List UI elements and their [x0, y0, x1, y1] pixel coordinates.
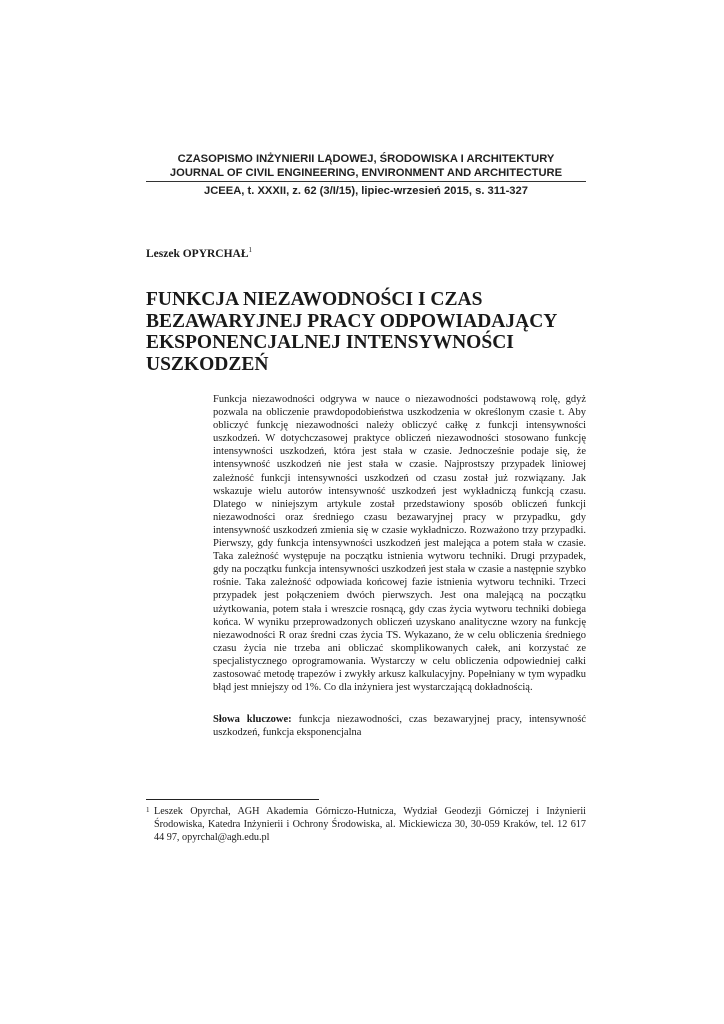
title-line: FUNKCJA NIEZAWODNOŚCI I CZAS: [146, 289, 483, 310]
footnote: [146, 806, 586, 845]
title-line: BEZAWARYJNEJ PRACY ODPOWIADAJĄCY: [146, 310, 558, 332]
keywords: [213, 713, 586, 739]
keywords-label: Słowa kluczowe:: [213, 714, 292, 725]
footnote-mark: 1: [146, 806, 150, 814]
author-name: Leszek OPYRCHAŁ: [146, 248, 249, 260]
journal-header: [146, 152, 586, 198]
paper-title: [146, 289, 586, 375]
footnote-divider: [146, 799, 319, 800]
title-line: USZKODZEŃ: [146, 353, 269, 375]
author-line: [146, 246, 252, 260]
footnote-text: Leszek Opyrchał, AGH Akademia Górniczo-Hutnicza, Wydział Geodezji Górniczej i Inżynierii Środowiska, Katedra Inżynierii i Ochrony Środowiska, al. Mickiewicza 30, 30-059 Kraków, tel. 12 617 44 97, opyrchal@agh.edu.pl: [154, 806, 586, 843]
journal-citation: JCEEA, t. XXXII, z. 62 (3/I/15), lipiec-wrzesień 2015, s. 311-327: [204, 185, 528, 197]
title-line: EKSPONENCJALNEJ INTENSYWNOŚCI: [146, 332, 514, 353]
journal-name-en: JOURNAL OF CIVIL ENGINEERING, ENVIRONMENT AND ARCHITECTURE: [169, 167, 563, 179]
author-footnote-ref: 1: [248, 246, 253, 254]
abstract: Funkcja niezawodności odgrywa w nauce o niezawodności podstawową rolę, gdyż pozwala na obliczenie prawdopodobieństwa uszkodzenia w określonym czasie t. Aby obliczyć funkcję niezawodności należy obliczyć całkę z funkcji intensywności uszkodzeń. W dotychczasowej praktyce obliczeń niezawodności stosowano funkcję intensywności uszkodzeń, która jest stała w czasie. Jednocześnie podaje się, że intensywność uszkodzeń nie jest stała w czasie. Najprostszy przypadek liniowej zależność funkcji intensywności uszkodzeń od czasu został już rozwiązany. Jak wskazuje wielu autorów intensywność uszkodzeń jest wykładniczą funkcją czasu. Dlatego w niniejszym artykule został przedstawiony sposób obliczeń funkcji niezawodności oraz średniego czasu bezawaryjnej pracy w przypadku, gdy intensywność uszkodzeń zmienia się w czasie wykładniczo. Rozważono trzy przypadki. Pierwszy, gdy funkcja intensywności uszkodzeń jest malejąca a potem stała w czasie. Taka zależność występuje na początku istnienia wytworu techniki. Drugi przypadek, gdy na początku funkcja intensywności uszkodzeń jest stała w czasie a następnie szybko rośnie. Taka zależność odpowiada końcowej fazie istnienia wytworu techniki. Trzeci przypadek jest połączeniem dwóch pierwszych. Jest ona malejącą na początku użytkowania, potem stała i wreszcie rosnącą, gdy czas życia wytworu techniki dobiega końca. W wyniku przeprowadzonych obliczeń uzyskano analityczne wzory na funkcję niezawodności R oraz średni czas życia TS. Wykazano, że w celu obliczenia średniego czasu życia nie trzeba ani obliczać skomplikowanych całek, ani korzystać ze specjalistycznego oprogramowania. Wystarczy w celu obliczenia odpowiedniej całki zastosować metodę trapezów i zwykły arkusz kalkulacyjny. Popełniany w tym wypadku błąd jest mniejszy od 1%. Co dla inżyniera jest wystarczającą dokładnością.: [213, 394, 586, 694]
keywords-text: funkcja niezawodności, czas bezawaryjnej pracy, intensywność uszkodzeń, funkcja eksponencjalna: [213, 714, 587, 739]
journal-name-pl: CZASOPISMO INŻYNIERII LĄDOWEJ, ŚRODOWISKA I ARCHITEKTURY: [177, 153, 555, 165]
header-divider: [146, 181, 586, 182]
